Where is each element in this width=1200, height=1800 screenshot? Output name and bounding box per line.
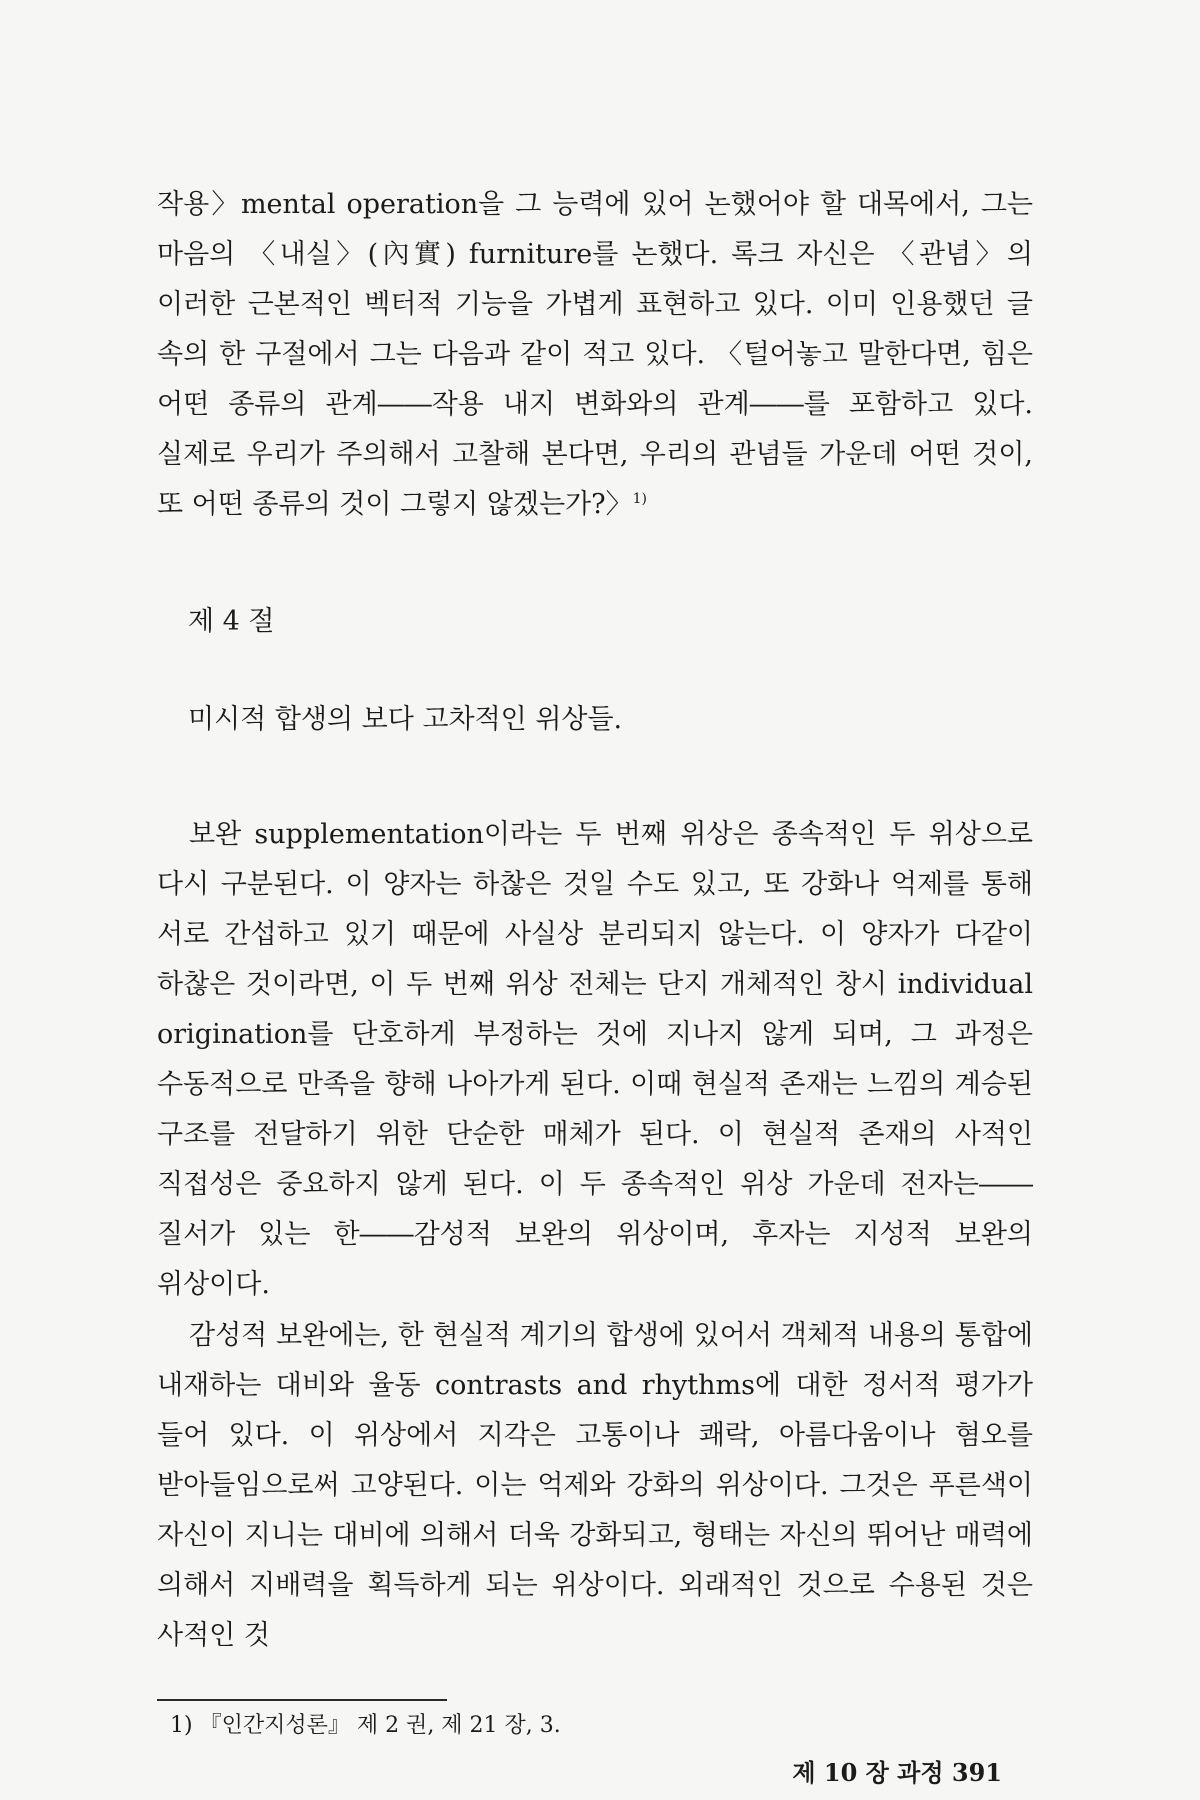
paragraph-1-text: 작용〉mental operation을 그 능력에 있어 논했어야 할 대목에서, 그는 마음의 〈내실〉(內實) furniture를 논했다. 록크 자신은 〈관념〉의 이러한 근본적인 벡터적 기능을 가볍게 표현하고 있다. 이미 인용했던 글 속의 한 구절에서 그는 다음과 같이 적고 있다. 〈털어놓고 말한다면, 힘은 어떤 종류의 관계――작용 내지 변화와의 관계――를 포함하고 있다. 실제로 우리가 주의해서 고찰해 본다면, 우리의 관념들 가운데 어떤 것이, 또 어떤 종류의 것이 그렇지 않겠는가?〉 bbox=[157, 189, 1033, 520]
footnote-reference: 1) bbox=[632, 491, 647, 507]
body-paragraph-1 bbox=[157, 180, 1033, 530]
footnote: 1) 『인간지성론』 제 2 권, 제 21 장, 3. bbox=[170, 1713, 561, 1738]
running-foot: 제 10 장 과정 391 bbox=[792, 1758, 1002, 1787]
body-paragraph-2: 보완 supplementation이라는 두 번째 위상은 종속적인 두 위상으로 다시 구분된다. 이 양자는 하찮은 것일 수도 있고, 또 강화나 억제를 통해 서로 간섭하고 있기 때문에 사실상 분리되지 않는다. 이 양자가 다같이 하찮은 것이라면, 이 두 번째 위상 전체는 단지 개체적인 창시 individual origination를 단호하게 부정하는 것에 지나지 않게 되며, 그 과정은 수동적으로 만족을 향해 나아가게 된다. 이때 현실적 존재는 느낌의 계승된 구조를 전달하기 위한 단순한 매체가 된다. 이 현실적 존재의 사적인 직접성은 중요하지 않게 된다. 이 두 종속적인 위상 가운데 전자는――질서가 있는 한――감성적 보완의 위상이며, 후자는 지성적 보완의 위상이다. bbox=[157, 819, 1033, 1300]
section-title: 미시적 합생의 보다 고차적인 위상들. bbox=[188, 704, 623, 735]
body-paragraph-3: 감성적 보완에는, 한 현실적 계기의 합생에 있어서 객체적 내용의 통합에 내재하는 대비와 율동 contrasts and rhythms에 대한 정서적 평가가 들어 있다. 이 위상에서 지각은 고통이나 쾌락, 아름다움이나 혐오를 받아들임으로써 고양된다. 이는 억제와 강화의 위상이다. 그것은 푸른색이 자신이 지니는 대비에 의해서 더욱 강화되고, 형태는 자신의 뛰어난 매력에 의해서 지배력을 획득하게 되는 위상이다. 외래적인 것으로 수용된 것은 사적인 것 bbox=[157, 1320, 1033, 1651]
footnote-rule bbox=[157, 1698, 447, 1702]
section-label: 제 4 절 bbox=[188, 606, 275, 637]
